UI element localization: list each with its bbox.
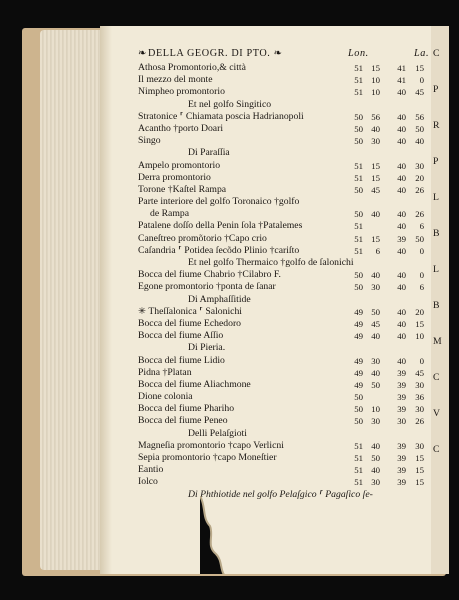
table-row [138,208,430,220]
table-row [138,184,430,196]
place-name: Egone promontorio †ponta de ſanar [138,281,276,293]
lon-degrees: 49 [354,306,363,317]
lat-minutes: 45 [415,367,424,378]
place-name: Bocca del fiume Peneo [138,415,228,427]
lon-degrees: 49 [354,367,363,378]
lat-minutes: 26 [415,416,424,427]
lon-minutes: 30 [371,282,380,293]
fleuron-end-icon: ❧ [273,48,283,59]
table-row [138,330,430,342]
place-name: Iolco [138,476,158,488]
lon-degrees: 51 [354,465,363,476]
lat-degrees: 40 [397,87,406,98]
next-page-glyph: M [433,336,442,347]
lat-minutes: 0 [419,75,424,86]
place-name: Singo [138,135,161,147]
next-page-glyph: L [433,192,439,203]
lat-minutes: 15 [415,453,424,463]
place-name: Pidna †Platan [138,366,192,378]
table-row [138,281,430,293]
place-name: Di Paraſſia [188,147,230,159]
lat-degrees: 39 [397,477,406,488]
lat-degrees: 40 [397,160,406,171]
next-page-glyph: C [433,48,440,59]
lat-minutes: 6 [419,282,424,293]
lat-degrees: 40 [397,111,406,122]
place-name: Bocca del fiume Phariho [138,403,235,415]
lon-minutes: 15 [371,63,380,73]
lon-degrees: 50 [354,270,363,281]
lat-minutes: 20 [415,172,424,183]
lon-degrees: 50 [354,282,363,293]
lon-degrees: 51 [354,75,363,86]
table-row [138,403,430,415]
lon-minutes: 10 [371,404,380,415]
page-text [138,48,430,501]
table-row [138,160,430,172]
lon-degrees: 50 [354,416,363,427]
lon-minutes: 45 [371,318,380,329]
table-row [138,135,430,147]
lon-minutes: 15 [371,160,380,171]
lat-degrees: 40 [397,172,406,183]
lat-minutes: 15 [415,63,424,73]
lat-minutes: 56 [415,111,424,122]
place-name: Et nel golfo Singitico [188,98,272,110]
lon-minutes: 30 [371,136,380,147]
lat-minutes: 30 [415,160,424,171]
lon-minutes: 10 [371,75,380,86]
lon-degrees: 51 [354,87,363,98]
table-row [138,123,430,135]
book-page [100,26,431,574]
page-gutter [100,26,112,574]
place-name: Bocca del fiume Chabrio †Cilabro F. [138,269,281,281]
page-damage [200,496,310,574]
lon-degrees: 50 [354,209,363,220]
lat-minutes: 10 [415,331,424,342]
place-name: Athosa Promontorio,& città [138,62,246,73]
next-page-glyph: P [433,156,439,167]
lat-minutes: 45 [415,87,424,98]
lat-minutes: 6 [419,221,424,232]
lat-degrees: 39 [397,440,406,451]
place-name: ✳ Theſſalonica ⸢ Salonichi [138,305,242,317]
lat-minutes: 15 [415,465,424,476]
lon-degrees: 50 [354,392,363,403]
lon-degrees: 51 [354,233,363,244]
place-name: Bocca del fiume Echedoro [138,317,242,329]
table-row [138,306,430,318]
lat-degrees: 40 [397,331,406,342]
gazetteer-table [138,62,430,501]
lon-minutes: 50 [371,453,380,463]
next-page-text [433,48,442,480]
lon-minutes: 40 [371,440,380,451]
table-row [138,172,430,184]
lat-minutes: 30 [415,379,424,390]
lon-minutes: 15 [371,233,380,244]
place-name: Stratonice ⸢ Chiamata poscia Hadrianopoli [138,110,304,122]
lat-minutes: 20 [415,306,424,317]
place-name: Di Phthiotide nel golfo Pelaſgico ⸢ Pagaſico ſe- [188,488,373,500]
lon-minutes: 40 [371,331,380,342]
lat-degrees: 40 [397,123,406,134]
table-row [138,111,430,123]
place-name: Bocca del fiume Lidio [138,354,225,366]
lon-degrees: 49 [354,331,363,342]
lon-degrees: 50 [354,404,363,415]
place-name: Nimpheo promontorio [138,86,225,98]
lon-minutes: 15 [371,172,380,183]
lat-degrees: 39 [397,404,406,415]
table-row [138,367,430,379]
lon-minutes: 40 [371,209,380,220]
lon-degrees: 51 [354,172,363,183]
lat-degrees: 40 [397,184,406,195]
table-row [138,62,430,74]
lon-degrees: 51 [354,477,363,488]
lat-minutes: 26 [415,184,424,195]
lon-minutes: 30 [371,477,380,488]
lon-degrees: 50 [354,123,363,134]
place-name: Di Amphaſſitide [188,293,251,305]
lat-degrees: 40 [397,209,406,220]
lon-degrees: 51 [354,440,363,451]
next-page-glyph: C [433,372,440,383]
lon-minutes: 40 [371,367,380,378]
section-heading [138,342,430,354]
table-row [138,86,430,98]
section-heading [138,428,430,440]
table-row [138,391,430,403]
lon-minutes: 45 [371,184,380,195]
place-name: Eantio [138,464,164,476]
lat-degrees: 40 [397,318,406,329]
lon-degrees: 49 [354,379,363,390]
place-name: Patalene doſſo della Penin ſola †Patalemes [138,220,303,232]
lon-degrees: 50 [354,136,363,147]
section-heading [138,147,430,159]
place-name: Magneſia promontorio †capo Verlicni [138,439,284,451]
lon-degrees: 49 [354,318,363,329]
lat-degrees: 39 [397,367,406,378]
table-row [138,476,430,488]
lon-degrees: 50 [354,111,363,122]
place-name: de Rampa [150,208,190,220]
table-row [138,74,430,86]
lat-degrees: 39 [397,453,406,463]
lat-degrees: 41 [397,75,406,86]
next-page-glyph: L [433,264,439,275]
lon-minutes: 40 [371,465,380,476]
table-row [138,269,430,281]
table-row [138,233,430,245]
lon-degrees: 51 [354,221,363,232]
place-name: Caneſtreo promõtorio †Capo crio [138,232,267,244]
place-name: Di Pieria. [188,342,226,354]
next-page-edge [431,26,449,574]
lon-minutes: 30 [371,416,380,427]
next-page-glyph: R [433,120,440,131]
place-name: Bocca del fiume Aliachmone [138,378,251,390]
lat-degrees: 40 [397,245,406,256]
table-row [138,440,430,452]
lat-degrees: 40 [397,306,406,317]
next-page-glyph: P [433,84,439,95]
header-title: DELLA GEOGR. DI PTO. ❧ [148,48,283,59]
lon-minutes: 30 [371,355,380,366]
section-heading [138,99,430,111]
lat-degrees: 39 [397,233,406,244]
next-page-glyph: B [433,228,440,239]
lon-minutes: 56 [371,111,380,122]
table-row [138,464,430,476]
lat-minutes: 0 [419,355,424,366]
lat-minutes: 50 [415,123,424,134]
next-page-glyph: B [433,300,440,311]
table-row [138,318,430,330]
place-name: Ampelo promontorio [138,159,221,171]
lat-degrees: 41 [397,63,406,73]
table-row [138,220,430,232]
place-name: Caſandria ⸢ Potidea ſecõdo Plinio †cariſto [138,244,300,256]
lat-minutes: 26 [415,209,424,220]
lat-minutes: 50 [415,233,424,244]
lat-degrees: 40 [397,355,406,366]
lat-degrees: 40 [397,282,406,293]
lon-minutes: 10 [371,87,380,98]
place-name: Acantho †porto Doari [138,122,224,134]
lon-minutes: 6 [375,245,380,256]
lat-minutes: 0 [419,245,424,256]
latitude-label: La. [414,48,430,59]
place-name: Sepia promontorio †capo Moneſtier [138,452,277,463]
table-row [138,415,430,427]
table-row [138,355,430,367]
place-name: Delli Pelaſgioti [188,427,247,439]
lat-minutes: 15 [415,477,424,488]
section-heading [138,257,430,269]
lon-minutes: 40 [371,123,380,134]
table-row [138,196,430,208]
lon-minutes: 50 [371,379,380,390]
lon-minutes: 50 [371,306,380,317]
lon-minutes: 40 [371,270,380,281]
table-row [138,452,430,464]
section-heading [138,294,430,306]
next-page-glyph: V [433,408,440,419]
lat-minutes: 30 [415,440,424,451]
lon-degrees: 51 [354,160,363,171]
table-row [138,379,430,391]
lat-minutes: 36 [415,392,424,403]
lat-minutes: 15 [415,318,424,329]
longitude-label: Lon. [348,48,369,59]
running-header [138,48,430,62]
lat-degrees: 39 [397,379,406,390]
lat-minutes: 30 [415,404,424,415]
lon-degrees: 51 [354,453,363,463]
place-name: Il mezzo del monte [138,74,213,86]
lat-degrees: 39 [397,392,406,403]
lat-minutes: 0 [419,270,424,281]
lat-degrees: 40 [397,221,406,232]
lon-degrees: 50 [354,184,363,195]
place-name: Et nel golfo Thermaico †golfo de ſalonichi [188,257,354,268]
lat-degrees: 30 [397,416,406,427]
lat-degrees: 39 [397,465,406,476]
place-name: Bocca del fiume Aſſio [138,330,224,342]
next-page-glyph: C [433,444,440,455]
lat-minutes: 40 [415,136,424,147]
place-name: Derra promontorio [138,171,211,183]
table-row [138,245,430,257]
lat-degrees: 40 [397,270,406,281]
place-name: Dione colonia [138,391,193,403]
lat-degrees: 40 [397,136,406,147]
lon-degrees: 51 [354,245,363,256]
fleuron-icon: ❧ [138,48,148,59]
place-name: Parte interiore del golfo Toronaico †golfo [138,196,300,208]
lon-degrees: 51 [354,63,363,73]
place-name: Torone †Kaſtel Rampa [138,183,227,195]
lon-degrees: 49 [354,355,363,366]
